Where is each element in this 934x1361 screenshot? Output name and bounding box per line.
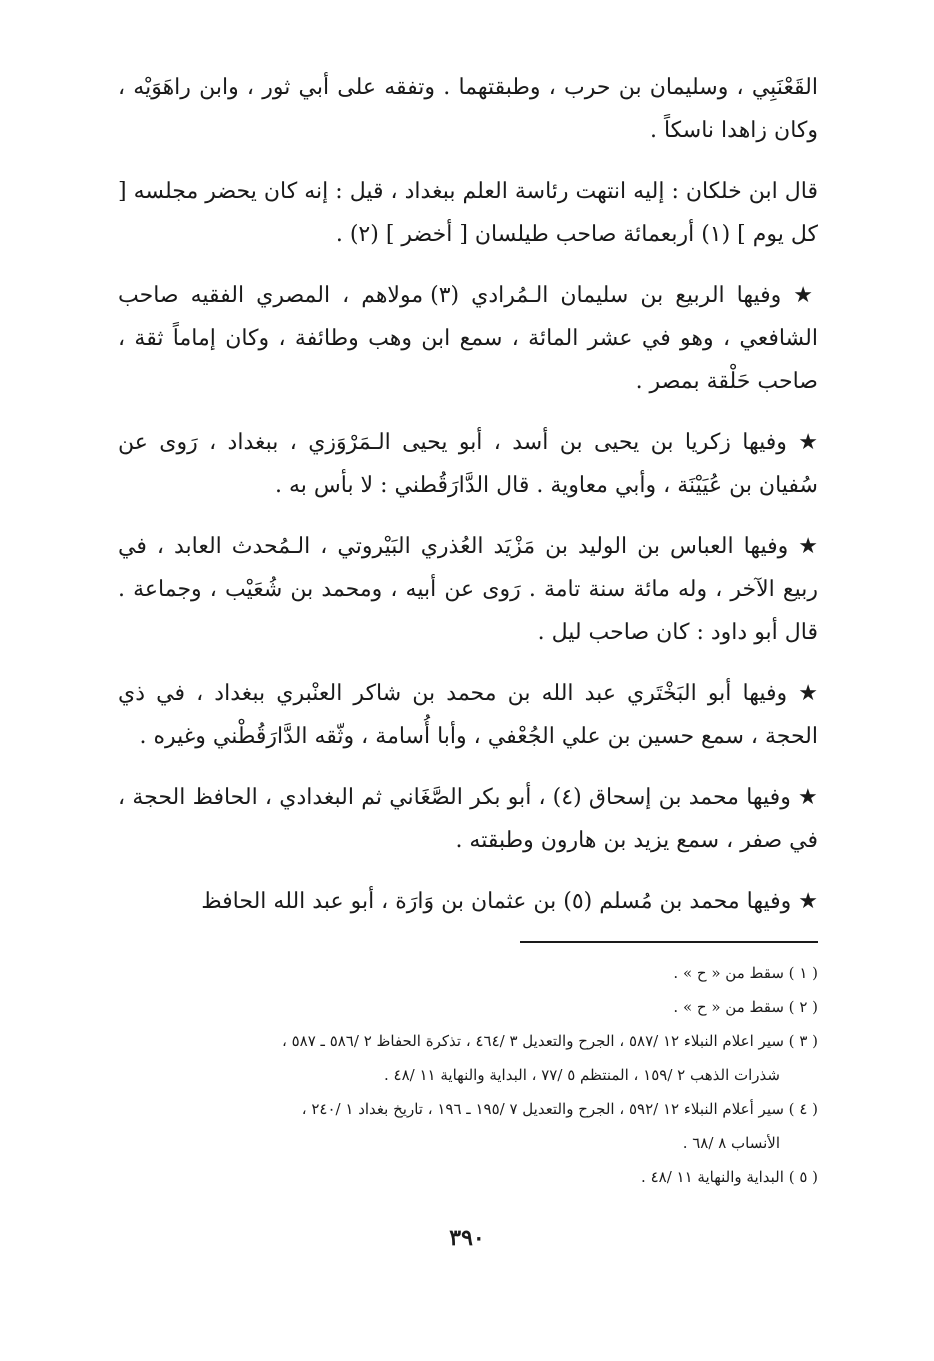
footnote-2: ( ٢ ) سقط من « ح » . bbox=[673, 998, 818, 1016]
footnote-3-continuation: شذرات الذهب ٢ /١٥٩ ، المنتظم ٥ /٧٧ ، البداية والنهاية ١١ /٤٨ . bbox=[383, 1066, 780, 1084]
paragraph-4: ★ وفيها زكريا بن يحيى بن أسد ، أبو يحيى الـمَرْوَزي ، ببغداد ، رَوى عن سُفيان بن عُيَيْنَة ، وأبي معاوية . قال الدَّارَقُطني : لا بأس به . bbox=[118, 430, 818, 498]
main-text bbox=[118, 66, 818, 941]
paragraph-1: القَعْنَبِي ، وسليمان بن حرب ، وطبقتهما . وتفقه على أبي ثور ، وابن راهَوَيْه ، وكان زاهدا ناسكاً . bbox=[118, 75, 818, 143]
footnote-divider bbox=[520, 941, 818, 943]
footnote-5: ( ٥ ) البداية والنهاية ١١ /٤٨ . bbox=[641, 1168, 818, 1186]
paragraph-8: ★ وفيها محمد بن مُسلم (٥) بن عثمان بن وَارَة ، أبو عبد الله الحافظ bbox=[201, 889, 818, 914]
paragraph-5: ★ وفيها العباس بن الوليد بن مَزْيَد العُذري البَيْروتي ، الـمُحدث العابد ، في ربيع الآخر ، وله مائة سنة تامة . رَوى عن أبيه ، ومحمد بن شُعَيْب ، وجماعة . قال أبو داود : كان صاحب ليل . bbox=[118, 534, 818, 645]
page-number: ٣٩٠ bbox=[449, 1225, 485, 1251]
footnote-1: ( ١ ) سقط من « ح » . bbox=[673, 964, 818, 982]
footnote-3: ( ٣ ) سير اعلام النبلاء ١٢ /٥٨٧ ، الجرح والتعديل ٣ /٤٦٤ ، تذكرة الحفاظ ٢ /٥٨٦ ـ ٥٨٧ ، bbox=[281, 1032, 818, 1050]
footnote-4-continuation: الأنساب ٨ /٦٨ . bbox=[682, 1134, 780, 1152]
paragraph-3: ★ وفيها الربيع بن سليمان الـمُرادي (٣) مولاهم ، المصري الفقيه صاحب الشافعي ، وهو في عشر المائة ، سمع ابن وهب وطائفة ، وكان إماماً ثقة ، صاحب حَلْقة بمصر . bbox=[118, 283, 818, 394]
paragraph-7: ★ وفيها محمد بن إسحاق (٤) ، أبو بكر الصَّغَاني ثم البغدادي ، الحافظ الحجة ، في صفر ، سمع يزيد بن هارون وطبقته . bbox=[118, 785, 818, 853]
footnote-4: ( ٤ ) سير أعلام النبلاء ١٢ /٥٩٢ ، الجرح والتعديل ٧ /١٩٥ ـ ١٩٦ ، تاريخ بغداد ١ /٢٤٠ ، bbox=[301, 1100, 818, 1118]
footnotes bbox=[118, 956, 818, 1194]
paragraph-2: قال ابن خلكان : إليه انتهت رئاسة العلم ببغداد ، قيل : إنه كان يحضر مجلسه [ كل يوم ] (١) أربعمائة صاحب طيلسان [ أخضر ] (٢) . bbox=[118, 179, 818, 247]
paragraph-6: ★ وفيها أبو البَخْتَري عبد الله بن محمد بن شاكر العنْبري ببغداد ، في ذي الحجة ، سمع حسين بن علي الجُعْفي ، وأبا أُسامة ، وثّقه الدَّارَقُطْني وغيره . bbox=[118, 681, 818, 749]
